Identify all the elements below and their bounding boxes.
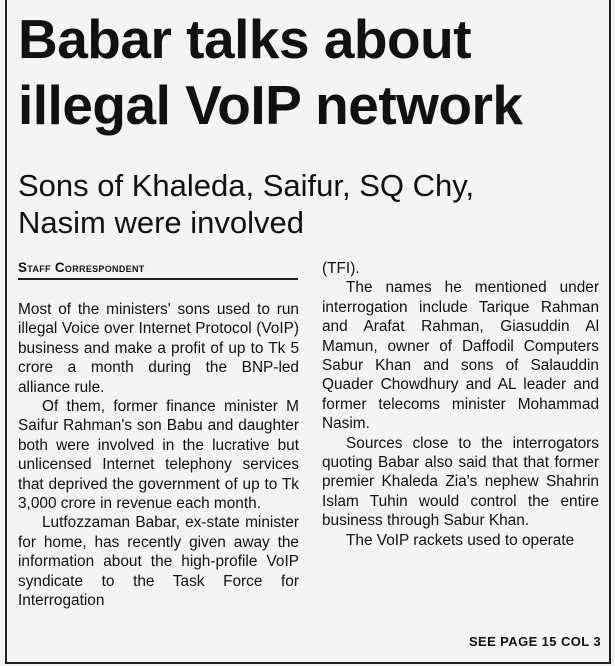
paragraph: (TFI). — [322, 260, 360, 277]
paragraph: The names he mentioned under interrogation include Tarique Rahman and Arafat Rahman, Giasuddin Al Mamun, owner of Daffodil Computers Sabur Khan and sons of Salauddin Quader Chowdhury and AL leader and former telecoms minister Mohammad Nasim. — [322, 279, 599, 433]
paragraph: Of them, former finance minister M Saifur Rahman's son Babu and daughter both were involved in the lucrative but unlicensed Internet telephony services that deprived the government of up to Tk 3,000 crore in revenue each month. — [18, 398, 299, 513]
article-column-1 — [18, 300, 299, 611]
paragraph: Lutfozzaman Babar, ex-state minister for home, has recently given away the information about the high-profile VoIP syndicate to the Task Force for Interrogation — [18, 514, 299, 610]
subheadline — [18, 167, 608, 241]
byline: Staff Correspondent — [18, 260, 298, 280]
paragraph: The VoIP rackets used to operate — [346, 531, 575, 549]
subheadline-line-1: Sons of Khaleda, Saifur, SQ Chy, — [18, 168, 475, 203]
paragraph: Most of the ministers' sons used to run illegal Voice over Internet Protocol (VoIP) business and make a profit of up to Tk 5 crore a month during the BNP-led alliance rule. — [18, 301, 299, 396]
paragraph: Sources close to the interrogators quoting Babar also said that that former premier Khaleda Zia's nephew Shahrin Islam Tuhin would control the entire business through Sabur Khan. — [322, 434, 599, 530]
headline — [18, 6, 608, 138]
headline-line-2: illegal VoIP network — [18, 74, 523, 136]
headline-line-1: Babar talks about — [18, 8, 472, 70]
article-column-2 — [322, 259, 599, 550]
subheadline-line-2: Nasim were involved — [18, 205, 304, 240]
continuation-note: SEE PAGE 15 COL 3 — [468, 634, 601, 649]
